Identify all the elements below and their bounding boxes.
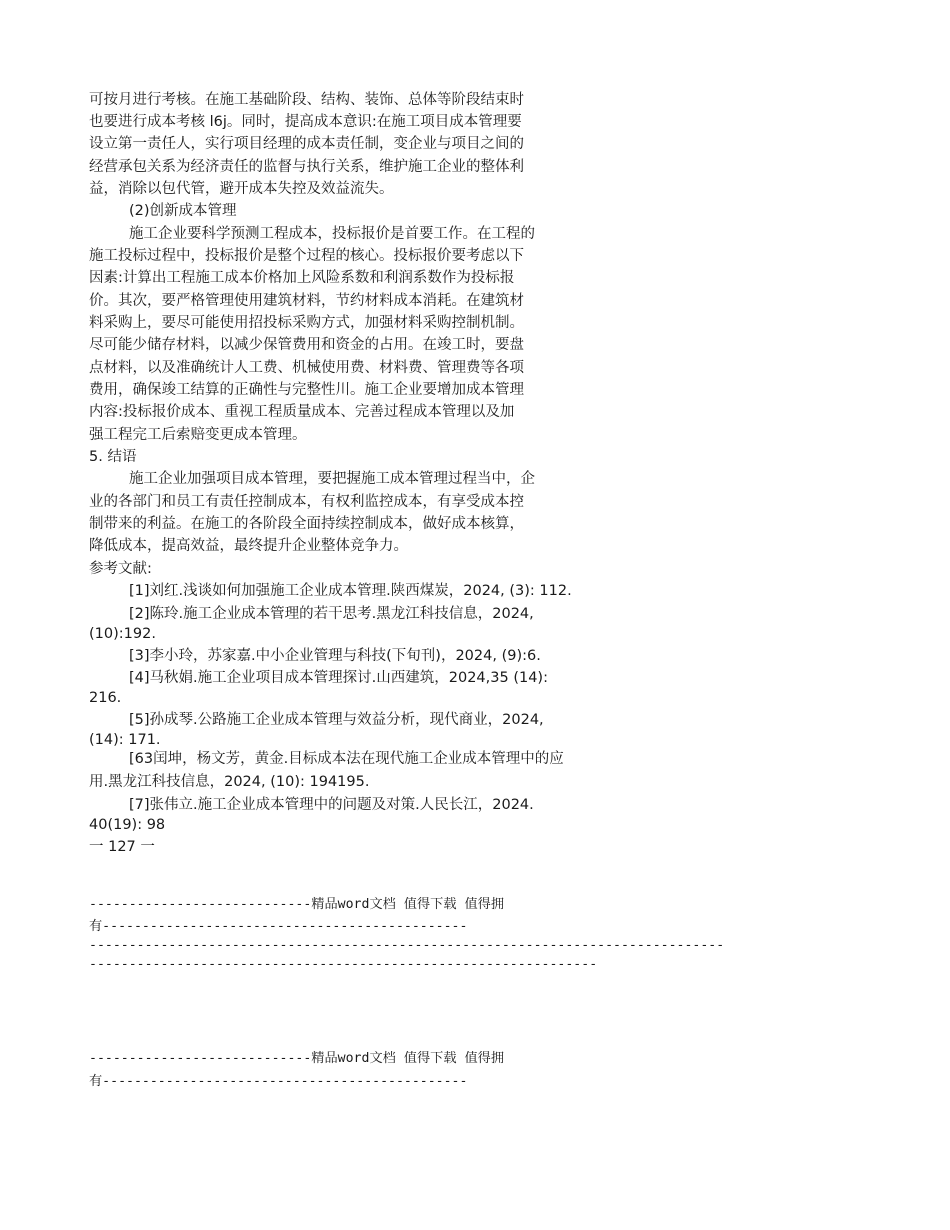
body-text-line: 强工程完工后索赔变更成本管理。: [89, 427, 307, 443]
watermark-footer-line: ----------------------------精品word文档 值得下载 值得拥: [89, 897, 505, 912]
body-text-line: 设立第一责任人，实行项目经理的成本责任制，变企业与项目之间的: [89, 136, 524, 152]
reference-item: [1]刘红.浅谈如何加强施工企业成本管理.陕西煤炭，2024, (3): 112.: [129, 583, 572, 599]
watermark-footer-line: ----------------------------精品word文档 值得下载 值得拥: [89, 1051, 505, 1066]
body-text-line: 费用，确保竣工结算的正确性与完整性川。施工企业要增加成本管理: [89, 382, 524, 398]
body-text-line: 因素:计算出工程施工成本价格加上风险系数和利润系数作为投标报: [89, 270, 515, 286]
body-text-line: 施工企业加强项目成本管理，要把握施工成本管理过程当中，企: [129, 471, 535, 487]
reference-item-continuation: 用.黑龙江科技信息，2024, (10): 194195.: [89, 774, 370, 790]
page-number: 一 127 一: [89, 839, 155, 855]
body-text-line: 也要进行成本考核 l6j。同时，提高成本意识:在施工项目成本管理要: [89, 114, 522, 130]
section-heading: 5. 结语: [89, 449, 137, 465]
reference-item: [63闰坤，杨文芳，黄金.目标成本法在现代施工企业成本管理中的应: [129, 751, 564, 767]
reference-item: [2]陈玲.施工企业成本管理的若干思考.黑龙江科技信息，2024,: [129, 606, 534, 622]
body-text-line: 业的各部门和员工有责任控制成本，有权利监控成本，有享受成本控: [89, 494, 524, 510]
reference-item-continuation: (10):192.: [89, 626, 156, 642]
body-text-line: 施工企业要科学预测工程成本，投标报价是首要工作。在工程的: [129, 226, 535, 242]
section-heading: (2)创新成本管理: [129, 203, 237, 219]
body-text-line: 经营承包关系为经济责任的监督与执行关系，维护施工企业的整体利: [89, 159, 524, 175]
reference-item: [5]孙成琴.公路施工企业成本管理与效益分析，现代商业，2024,: [129, 712, 544, 728]
body-text-line: 价。其次，要严格管理使用建筑材料，节约材料成本消耗。在建筑材: [89, 293, 524, 309]
body-text-line: 益，消除以包代管，避开成本失控及效益流失。: [89, 181, 394, 197]
watermark-footer-line: 有----------------------------------------------: [89, 1074, 468, 1089]
body-text-line: 尽可能少储存材料，以减少保管费用和资金的占用。在竣工时，要盘: [89, 337, 524, 353]
body-text-line: 可按月进行考核。在施工基础阶段、结构、装饰、总体等阶段结束时: [89, 92, 524, 108]
body-text-line: 料采购上，要尽可能使用招投标采购方式，加强材料采购控制机制。: [89, 315, 524, 331]
reference-item: [7]张伟立.施工企业成本管理中的问题及对策.人民长江，2024.: [129, 797, 534, 813]
separator-dashes: --------------------------------------------------------------------------------: [89, 938, 725, 953]
reference-item: [4]马秋娟.施工企业项目成本管理探讨.山西建筑，2024,35 (14):: [129, 670, 548, 686]
reference-item-continuation: 40(19): 98: [89, 817, 166, 833]
watermark-footer-line: 有----------------------------------------------: [89, 919, 468, 934]
body-text-line: 施工投标过程中，投标报价是整个过程的核心。投标报价要考虑以下: [89, 248, 524, 264]
body-text-line: 内容:投标报价成本、重视工程质量成本、完善过程成本管理以及加: [89, 404, 515, 420]
body-text-line: 制带来的利益。在施工的各阶段全面持续控制成本，做好成本核算，: [89, 516, 524, 532]
body-text-line: 点材料，以及准确统计人工费、机械使用费、材料费、管理费等各项: [89, 360, 524, 376]
reference-item-continuation: (14): 171.: [89, 732, 161, 748]
body-text-line: 降低成本，提高效益，最终提升企业整体竞争力。: [89, 538, 408, 554]
reference-item: [3]李小玲，苏家嘉.中小企业管理与科技(下旬刊)，2024, (9):6.: [129, 648, 541, 664]
separator-dashes: ----------------------------------------------------------------: [89, 957, 598, 972]
reference-item-continuation: 216.: [89, 690, 122, 706]
references-heading: 参考文献:: [89, 561, 152, 577]
